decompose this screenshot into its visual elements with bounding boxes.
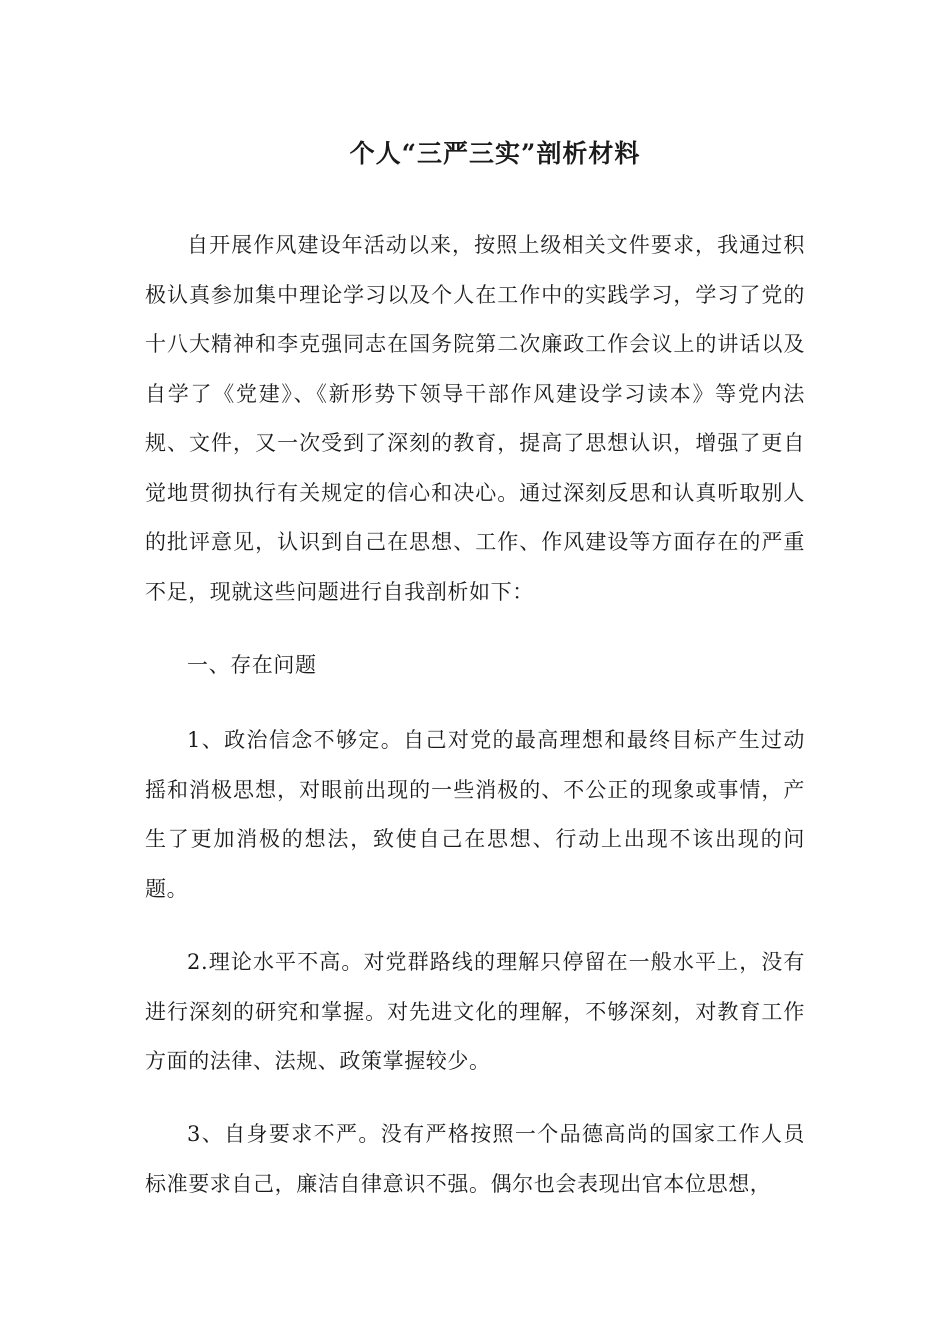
- problem-paragraph-3: 3、自身要求不严。没有严格按照一个品德高尚的国家工作人员标准要求自己，廉洁自律意识不强。偶尔也会表现出官本位思想，: [145, 1122, 805, 1196]
- problem-paragraph-1: 1、政治信念不够定。自己对党的最高理想和最终目标产生过动摇和消极思想，对眼前出现的一些消极的、不公正的现象或事情，产生了更加消极的想法，致使自己在思想、行动上出现不该出现的问题。: [145, 728, 805, 901]
- document-title: 个人“三严三实”剖析材料: [349, 139, 641, 168]
- section-heading-problems: 一、存在问题: [187, 653, 317, 677]
- intro-paragraph: 自开展作风建设年活动以来，按照上级相关文件要求，我通过积极认真参加集中理论学习以及个人在工作中的实践学习，学习了党的十八大精神和李克强同志在国务院第二次廉政工作会议上的讲话以及自学了《党建》、《新形势下领导干部作风建设学习读本》等党内法规、文件，又一次受到了深刻的教育，提高了思想认识，增强了更自觉地贯彻执行有关规定的信心和决心。通过深刻反思和认真听取别人的批评意见，认识到自己在思想、工作、作风建设等方面存在的严重不足，现就这些问题进行自我剖析如下：: [145, 233, 805, 604]
- problem-paragraph-2: 2.理论水平不高。对党群路线的理解只停留在一般水平上，没有进行深刻的研究和掌握。对先进文化的理解，不够深刻，对教育工作方面的法律、法规、政策掌握较少。: [145, 950, 805, 1073]
